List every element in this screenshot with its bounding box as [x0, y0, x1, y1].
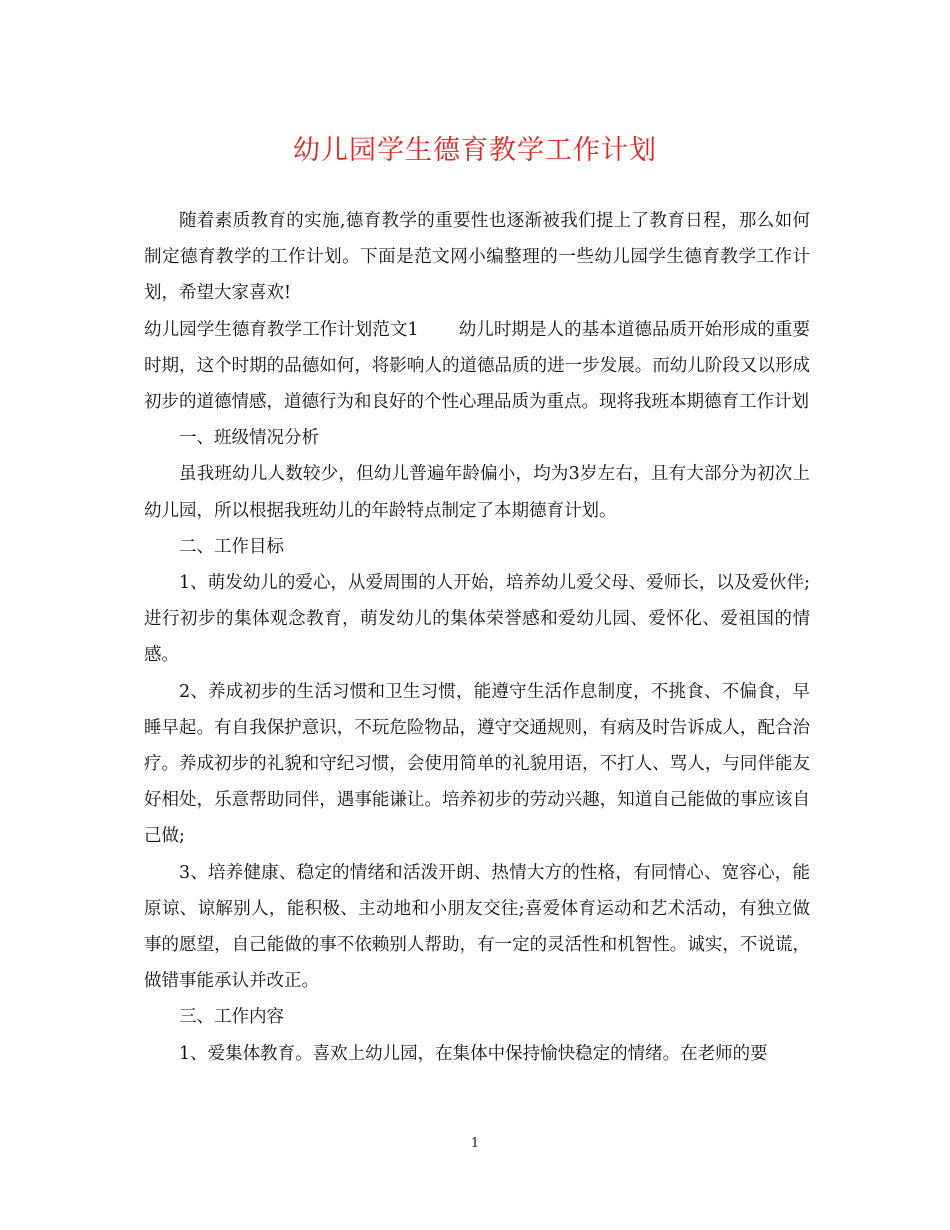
- goal-item: 2、养成初步的生活习惯和卫生习惯，能遵守生活作息制度，不挑食、不偏食，早睡早起。有自我保护意识，不玩危险物品，遵守交通规则，有病及时告诉成人，配合治疗。养成初步的礼貌和守纪习惯，会使用简单的礼貌用语，不打人、骂人，与同伴能友好相处，乐意帮助同伴，遇事能谦让。培养初步的劳动兴趣，知道自己能做的事应该自己做;: [144, 681, 810, 847]
- section-heading: 一、班级情况分析: [179, 428, 319, 449]
- content-item: 1、爱集体教育。喜欢上幼儿园，在集体中保持愉快稳定的情绪。在老师的要: [179, 1043, 768, 1064]
- section-heading: 二、工作目标: [179, 536, 284, 557]
- sample-label: 幼儿园学生德育教学工作计划范文1: [144, 319, 419, 340]
- document-body: [144, 203, 810, 1072]
- intro-paragraph: 随着素质教育的实施,德育教学的重要性也逐渐被我们提上了教育日程，那么如何制定德育教学的工作计划。下面是范文网小编整理的一些幼儿园学生德育教学工作计划，希望大家喜欢!: [144, 211, 810, 304]
- page-number: 1: [470, 1136, 480, 1151]
- sample-paragraph: [144, 312, 810, 421]
- goal-item: 1、萌发幼儿的爱心，从爱周围的人开始，培养幼儿爱父母、爱师长，以及爱伙伴;进行初步的集体观念教育，萌发幼儿的集体荣誉感和爱幼儿园、爱怀化、爱祖国的情感。: [144, 573, 810, 666]
- class-analysis-paragraph: 虽我班幼儿人数较少，但幼儿普遍年龄偏小，均为3岁左右，且有大部分为初次上幼儿园，所以根据我班幼儿的年龄特点制定了本期德育计划。: [144, 464, 810, 521]
- sample-text: 幼儿时期是人的基本道德品质开始形成的重要时期，这个时期的品德如何，将影响人的道德品质的进一步发展。而幼儿阶段又以形成初步的道德情感，道德行为和良好的个性心理品质为重点。现将我班本期德育工作计划: [144, 319, 811, 413]
- document-title: 幼儿园学生德育教学工作计划: [293, 135, 657, 166]
- goal-item: 3、培养健康、稳定的情绪和活泼开朗、热情大方的性格，有同情心、宽容心，能原谅、谅解别人，能积极、主动地和小朋友交往;喜爱体育运动和艺术活动，有独立做事的愿望，自己能做的事不依赖别人帮助，有一定的灵活性和机智性。诚实，不说谎，做错事能承认并改正。: [144, 862, 810, 992]
- section-heading: 三、工作内容: [179, 1007, 284, 1028]
